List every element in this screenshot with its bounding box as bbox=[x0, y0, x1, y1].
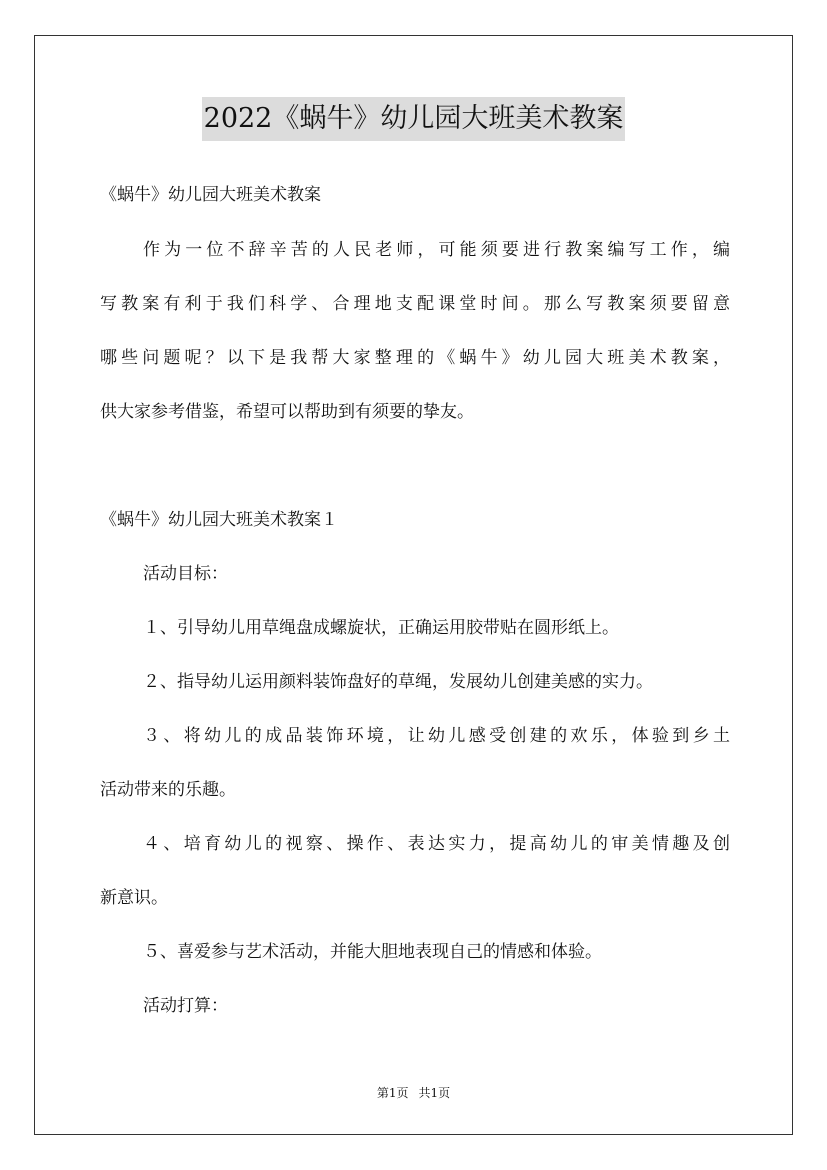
page-footer bbox=[0, 1085, 827, 1101]
objectives-label: 活动目标： bbox=[143, 564, 228, 584]
title-container bbox=[0, 97, 827, 141]
intro-line-3: 哪些问题呢？以下是我帮大家整理的《蜗牛》幼儿园大班美术教案， bbox=[100, 348, 730, 368]
objective-line-3: ３、将幼儿的成品装饰环境，让幼儿感受创建的欢乐，体验到乡土 bbox=[143, 726, 730, 746]
preparation-label: 活动打算： bbox=[143, 996, 228, 1016]
objective-line-4: 活动带来的乐趣。 bbox=[100, 780, 236, 800]
objective-line-6: 新意识。 bbox=[100, 888, 168, 908]
intro-line-1: 作为一位不辞辛苦的人民老师，可能须要进行教案编写工作，编 bbox=[143, 240, 730, 260]
objective-line-7: ５、喜爱参与艺术活动，并能大胆地表现自己的情感和体验。 bbox=[143, 942, 602, 962]
document-subtitle: 《蜗牛》幼儿园大班美术教案 bbox=[100, 185, 321, 205]
document-title: 2022《蜗牛》幼儿园大班美术教案 bbox=[202, 97, 626, 141]
page-number-current: 第1页 bbox=[376, 1086, 409, 1100]
objective-line-2: ２、指导幼儿运用颜料装饰盘好的草绳，发展幼儿创建美感的实力。 bbox=[143, 672, 653, 692]
page-number-total: 共1页 bbox=[418, 1086, 451, 1100]
objective-line-1: １、引导幼儿用草绳盘成螺旋状，正确运用胶带贴在圆形纸上。 bbox=[143, 618, 619, 638]
intro-line-4: 供大家参考借鉴，希望可以帮助到有须要的挚友。 bbox=[100, 402, 474, 422]
objective-line-5: ４、培育幼儿的视察、操作、表达实力，提高幼儿的审美情趣及创 bbox=[143, 834, 730, 854]
intro-line-2: 写教案有利于我们科学、合理地支配课堂时间。那么写教案须要留意 bbox=[100, 294, 730, 314]
section-heading: 《蜗牛》幼儿园大班美术教案１ bbox=[100, 510, 338, 530]
